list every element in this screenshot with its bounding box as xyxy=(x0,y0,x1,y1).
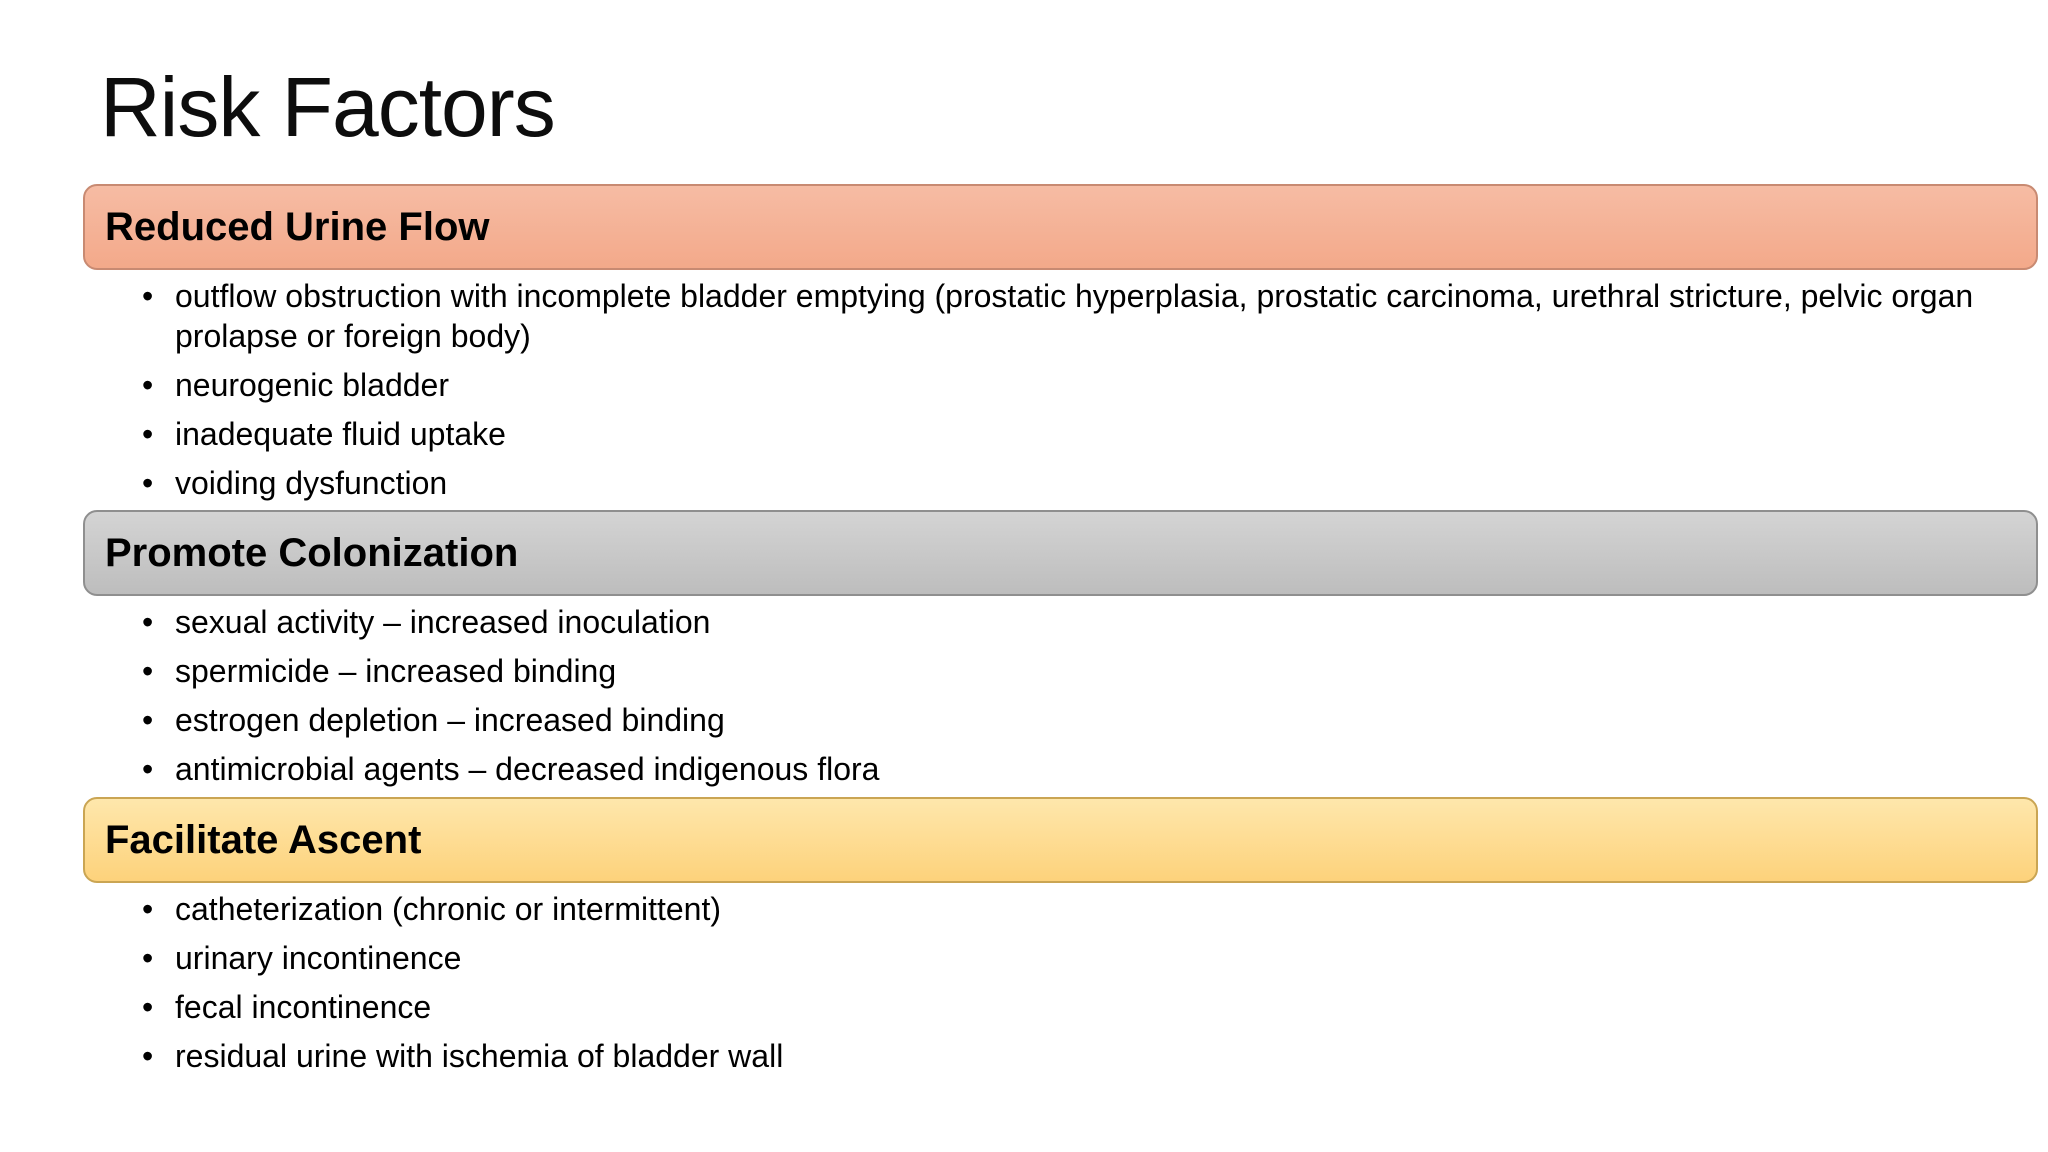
section-header-promote-colonization: Promote Colonization xyxy=(83,510,2038,596)
section-header-reduced-urine-flow: Reduced Urine Flow xyxy=(83,184,2038,270)
list-item xyxy=(142,987,2002,1027)
list-item-text: antimicrobial agents – decreased indigenous flora xyxy=(175,751,880,787)
list-item xyxy=(142,602,2002,642)
list-item-text: catheterization (chronic or intermittent) xyxy=(175,891,721,927)
bullet-icon: • xyxy=(142,416,154,452)
bullet-icon: • xyxy=(142,940,154,976)
list-item xyxy=(142,749,2002,789)
list-item xyxy=(142,414,2002,454)
bullet-icon: • xyxy=(142,751,154,787)
list-item-text: voiding dysfunction xyxy=(175,465,448,501)
bullet-icon: • xyxy=(142,604,154,640)
list-item xyxy=(142,889,2002,929)
list-item xyxy=(142,1036,2002,1076)
list-item xyxy=(142,276,2002,356)
list-item-text: neurogenic bladder xyxy=(175,367,449,403)
list-item xyxy=(142,651,2002,691)
bullet-icon: • xyxy=(142,278,154,314)
bullet-icon: • xyxy=(142,891,154,927)
list-item-text: spermicide – increased binding xyxy=(175,653,617,689)
list-item xyxy=(142,938,2002,978)
bullet-list-facilitate-ascent xyxy=(142,889,2002,1085)
list-item xyxy=(142,463,2002,503)
list-item-text: inadequate fluid uptake xyxy=(175,416,506,452)
bullet-icon: • xyxy=(142,1038,154,1074)
bullet-icon: • xyxy=(142,465,154,501)
bullet-icon: • xyxy=(142,653,154,689)
list-item-text: urinary incontinence xyxy=(175,940,462,976)
slide-title: Risk Factors xyxy=(100,60,555,154)
section-header-facilitate-ascent: Facilitate Ascent xyxy=(83,797,2038,883)
bullet-icon: • xyxy=(142,989,154,1025)
list-item-text: estrogen depletion – increased binding xyxy=(175,702,725,738)
bullet-list-reduced-urine-flow xyxy=(142,276,2002,512)
bullet-icon: • xyxy=(142,702,154,738)
list-item xyxy=(142,365,2002,405)
list-item-text: residual urine with ischemia of bladder wall xyxy=(175,1038,784,1074)
list-item-text: fecal incontinence xyxy=(175,989,432,1025)
list-item xyxy=(142,700,2002,740)
bullet-icon: • xyxy=(142,367,154,403)
bullet-list-promote-colonization xyxy=(142,602,2002,798)
list-item-text: outflow obstruction with incomplete bladder emptying (prostatic hyperplasia, prostatic carcinoma, urethral stricture, pelvic organ prolapse or foreign body) xyxy=(175,278,1974,354)
list-item-text: sexual activity – increased inoculation xyxy=(175,604,711,640)
